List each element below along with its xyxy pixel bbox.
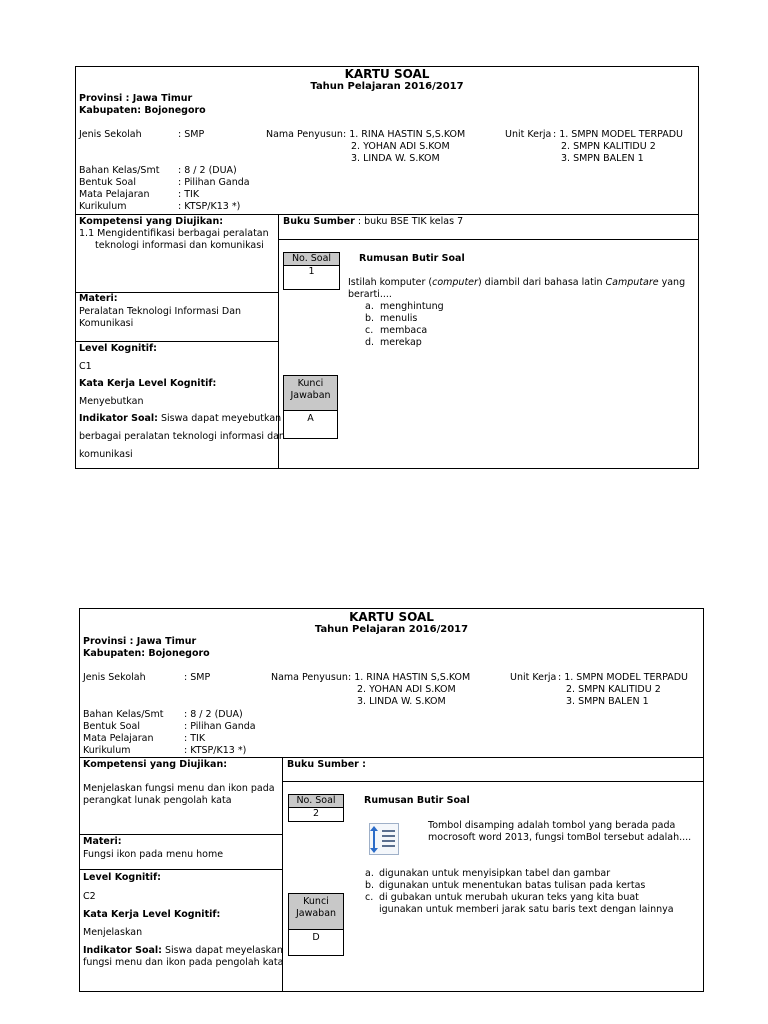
option-text: merekap xyxy=(380,337,422,348)
card-title: KARTU SOAL xyxy=(344,67,430,81)
info-label: Mata Pelajaran xyxy=(83,733,154,744)
kata-kerja-value: Menjelaskan xyxy=(83,927,143,938)
rumusan-label: Rumusan Butir Soal xyxy=(364,795,470,806)
kunci-jawaban-box xyxy=(288,893,344,956)
line-spacing-icon xyxy=(369,823,399,855)
question-text-part: Istilah komputer ( xyxy=(348,277,433,288)
kunci-jawaban-box xyxy=(283,375,338,439)
no-soal-value: 1 xyxy=(308,266,315,277)
kunci-label-line: Jawaban xyxy=(290,390,331,401)
indikator-line xyxy=(79,413,281,425)
option-letter: a. xyxy=(365,301,374,312)
option-letter: a. xyxy=(365,868,374,879)
option-text: igunakan untuk memberi jarak satu baris text dengan lainnya xyxy=(379,904,674,915)
unit-kerja-2: 2. SMPN KALITIDU 2 xyxy=(566,684,661,695)
info-label: Bahan Kelas/Smt xyxy=(83,709,164,720)
kunci-label-line: Kunci xyxy=(303,896,329,907)
buku-sumber-label: Buku Sumber xyxy=(283,216,355,227)
card-title: KARTU SOAL xyxy=(349,610,434,624)
card-year: Tahun Pelajaran 2016/2017 xyxy=(310,81,464,92)
option-letter: c. xyxy=(365,892,374,903)
info-value: : TIK xyxy=(184,733,206,744)
unit-kerja-1: : 1. SMPN MODEL TERPADU xyxy=(558,672,688,683)
buku-sumber-value: : buku BSE TIK kelas 7 xyxy=(357,216,464,227)
materi-text: Peralatan Teknologi Informasi Dan xyxy=(79,306,242,317)
kunci-label-line: Kunci xyxy=(297,378,324,389)
kunci-jawaban-label xyxy=(284,376,337,411)
no-soal-label: No. Soal xyxy=(289,795,343,808)
info-label: Kurikulum xyxy=(83,745,131,756)
info-value: : KTSP/K13 *) xyxy=(178,201,241,212)
no-soal-box xyxy=(288,794,344,822)
level-kognitif-value: C1 xyxy=(79,361,92,372)
jenis-sekolah-value: : SMP xyxy=(178,129,205,140)
penyusun-1: : 1. RINA HASTIN S,S.KOM xyxy=(343,129,466,140)
question-text-part: Camputare xyxy=(605,277,659,288)
level-kognitif-label: Level Kognitif: xyxy=(83,872,161,883)
indikator-text: Siswa dapat meyebutkan xyxy=(157,413,282,424)
card-year: Tahun Pelajaran 2016/2017 xyxy=(314,624,469,635)
jenis-sekolah-label: Jenis Sekolah xyxy=(83,672,146,683)
unit-kerja-3: 3. SMPN BALEN 1 xyxy=(566,696,649,707)
indikator-line xyxy=(83,945,283,957)
divider xyxy=(76,341,278,342)
divider xyxy=(76,214,698,215)
question-text-part: yang xyxy=(658,277,686,288)
question-card-1 xyxy=(75,66,699,469)
unit-kerja-label: Unit Kerja xyxy=(505,129,552,140)
penyusun-3: 3. LINDA W. S.KOM xyxy=(351,153,440,164)
materi-label: Materi: xyxy=(83,836,122,847)
kompetensi-label: Kompetensi yang Diujikan: xyxy=(83,759,228,770)
unit-kerja-2: 2. SMPN KALITIDU 2 xyxy=(561,141,656,152)
buku-sumber xyxy=(283,216,463,228)
question-text-part: ) diambil dari bahasa latin xyxy=(477,277,606,288)
kompetensi-text: teknologi informasi dan komunikasi xyxy=(95,240,264,251)
penyusun-label: Nama Penyusun xyxy=(271,672,348,683)
buku-sumber-label: Buku Sumber : xyxy=(287,759,366,770)
kata-kerja-value: Menyebutkan xyxy=(79,396,144,407)
divider xyxy=(282,781,703,782)
jenis-sekolah-label: Jenis Sekolah xyxy=(79,129,142,140)
indikator-text: komunikasi xyxy=(79,449,133,460)
question-text: Tombol disamping adalah tombol yang berada pada xyxy=(428,820,676,831)
divider xyxy=(80,757,703,758)
question-text-part: computer xyxy=(432,277,478,288)
option-text: di gubakan untuk merubah ukuran teks yang kita buat xyxy=(379,892,639,903)
kunci-jawaban-label xyxy=(289,894,343,930)
option-text: membaca xyxy=(380,325,428,336)
provinsi: Provinsi : Jawa Timur xyxy=(79,93,193,104)
info-label: Bentuk Soal xyxy=(79,177,136,188)
provinsi: Provinsi : Jawa Timur xyxy=(83,636,197,647)
question-card-2 xyxy=(79,608,704,992)
info-value: : 8 / 2 (DUA) xyxy=(178,165,237,176)
no-soal-value: 2 xyxy=(312,808,320,819)
no-soal-box xyxy=(283,252,340,290)
info-value: : Pilihan Ganda xyxy=(178,177,250,188)
divider xyxy=(80,834,282,835)
unit-kerja-3: 3. SMPN BALEN 1 xyxy=(561,153,644,164)
penyusun-1: : 1. RINA HASTIN S,S.KOM xyxy=(348,672,471,683)
question-text: mocrosoft word 2013, fungsi tomBol tersebut adalah.... xyxy=(428,832,692,843)
level-kognitif-value: C2 xyxy=(83,891,96,902)
option-text: digunakan untuk menyisipkan tabel dan gambar xyxy=(379,868,611,879)
kompetensi-text: 1.1 Mengidentifikasi berbagai peralatan xyxy=(79,228,269,239)
option-letter: c. xyxy=(365,325,374,336)
info-label: Kurikulum xyxy=(79,201,127,212)
kompetensi-label: Kompetensi yang Diujikan: xyxy=(79,216,224,227)
kata-kerja-label: Kata Kerja Level Kognitif: xyxy=(79,378,217,389)
option-letter: d. xyxy=(365,337,375,348)
indikator-label: Indikator Soal: xyxy=(83,945,162,956)
indikator-text: Siswa dapat meyelaskan xyxy=(161,945,283,956)
info-label: Bentuk Soal xyxy=(83,721,140,732)
no-soal-label: No. Soal xyxy=(284,253,339,266)
materi-text: Komunikasi xyxy=(79,318,134,329)
indikator-text: berbagai peralatan teknologi informasi dan xyxy=(79,431,285,442)
penyusun-3: 3. LINDA W. S.KOM xyxy=(357,696,446,707)
option-text: menulis xyxy=(380,313,418,324)
rumusan-label: Rumusan Butir Soal xyxy=(359,253,465,264)
divider xyxy=(278,214,279,468)
kunci-jawaban-value: A xyxy=(307,413,314,424)
jenis-sekolah-value: : SMP xyxy=(184,672,211,683)
kunci-jawaban-value: D xyxy=(312,932,320,943)
penyusun-2: 2. YOHAN ADI S.KOM xyxy=(357,684,456,695)
penyusun-2: 2. YOHAN ADI S.KOM xyxy=(351,141,450,152)
info-value: : Pilihan Ganda xyxy=(184,721,256,732)
kunci-label-line: Jawaban xyxy=(295,908,337,919)
divider xyxy=(278,239,698,240)
question-text xyxy=(348,277,685,289)
unit-kerja-label: Unit Kerja xyxy=(510,672,557,683)
option-letter: b. xyxy=(365,880,375,891)
info-label: Mata Pelajaran xyxy=(79,189,150,200)
option-text: digunakan untuk menentukan batas tulisan pada kertas xyxy=(379,880,646,891)
unit-kerja-1: : 1. SMPN MODEL TERPADU xyxy=(553,129,683,140)
kabupaten: Kabupaten: Bojonegoro xyxy=(83,648,210,659)
info-value: : 8 / 2 (DUA) xyxy=(184,709,243,720)
kabupaten: Kabupaten: Bojonegoro xyxy=(79,105,206,116)
divider xyxy=(80,869,282,870)
kompetensi-text: perangkat lunak pengolah kata xyxy=(83,795,232,806)
level-kognitif-label: Level Kognitif: xyxy=(79,343,157,354)
option-text: menghintung xyxy=(380,301,444,312)
indikator-label: Indikator Soal: xyxy=(79,413,158,424)
info-value: : TIK xyxy=(178,189,200,200)
materi-text: Fungsi ikon pada menu home xyxy=(83,849,224,860)
kompetensi-text: Menjelaskan fungsi menu dan ikon pada xyxy=(83,783,275,794)
penyusun-label: Nama Penyusun xyxy=(266,129,343,140)
info-value: : KTSP/K13 *) xyxy=(184,745,247,756)
indikator-text: fungsi menu dan ikon pada pengolah kata xyxy=(83,957,284,968)
kata-kerja-label: Kata Kerja Level Kognitif: xyxy=(83,909,221,920)
materi-label: Materi: xyxy=(79,293,118,304)
info-label: Bahan Kelas/Smt xyxy=(79,165,160,176)
question-text: berarti.... xyxy=(348,289,392,300)
option-letter: b. xyxy=(365,313,375,324)
